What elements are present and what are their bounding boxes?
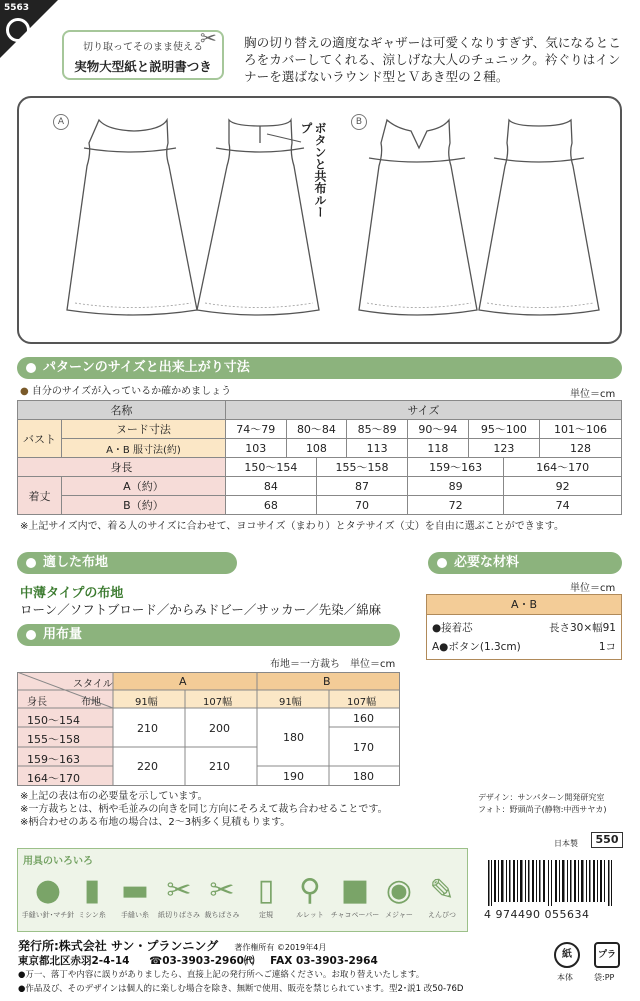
width-header: 91幅 [279, 697, 302, 708]
garment-value: 123 [468, 439, 539, 458]
tool-label: 紙切りばさみ [158, 911, 200, 919]
materials-section-title: 必要な材料 [454, 555, 520, 570]
yardage-value: 180 [283, 731, 304, 744]
size-unit: 単位＝cm [570, 389, 616, 400]
fabric-section-header [17, 552, 237, 574]
barcode-bars [484, 860, 624, 906]
materials-row [427, 635, 621, 654]
tool-label: えんぴつ [428, 911, 456, 919]
length-a-value: 84 [225, 477, 316, 496]
footer-note2: ●作品及び、そのデザインは個人的に楽しむ場合を除き、無断で使用、販売を禁じられています。型2･説1 改50-76D [18, 984, 464, 994]
copyright: 著作権所有 ©2019年4月 [234, 943, 327, 952]
thread-spool-icon: ▮ [83, 873, 101, 908]
yardage-section-header [17, 624, 400, 646]
length-b-value: 74 [504, 496, 622, 515]
tracing-wheel-icon: ⚲ [299, 873, 321, 908]
label-b: B [351, 114, 367, 130]
tunic-a-front [67, 120, 197, 315]
address: 東京都北区赤羽2-4-14 [18, 955, 130, 967]
length-a-label: A（約） [62, 477, 226, 496]
nude-label: ヌード寸法 [62, 420, 226, 439]
fabric-list: ローン／ソフトブロード／からみドビー／サッカー／先染／綿麻 [20, 602, 382, 617]
width-header: 107幅 [203, 697, 233, 708]
height-value: 164〜170 [504, 458, 622, 477]
footer-note1: ●万一、落丁や内容に誤りがありましたら、直接上記の発行所へご連絡ください。お取り替えいたします。 [18, 970, 425, 980]
garment-value: 128 [540, 439, 622, 458]
height-value: 155〜158 [316, 458, 407, 477]
length-a-value: 87 [316, 477, 407, 496]
product-code: 5563 [4, 3, 30, 13]
publisher: 発行所:株式会社 サン・プランニング [18, 939, 219, 953]
materials-section-header [428, 552, 622, 574]
nude-value: 85〜89 [347, 420, 408, 439]
style-label: スタイル [73, 679, 113, 690]
height-label: 身長 [18, 458, 226, 477]
tool-label: チャコペーパー [330, 911, 380, 919]
length-b-value: 68 [225, 496, 316, 515]
yardage-height-label: 身長 [27, 697, 47, 708]
material-name: ●接着芯 [432, 622, 473, 634]
badge-line2: 実物大型紙と説明書つき [74, 59, 212, 74]
yardage-table [17, 672, 400, 786]
label-a: A [53, 114, 69, 130]
length-b-value: 70 [316, 496, 407, 515]
materials-header: A・B [427, 595, 621, 615]
nude-value: 95〜100 [468, 420, 539, 439]
fabric-section-title: 適した布地 [43, 555, 109, 570]
yardage-value: 210 [209, 760, 230, 773]
length-a-value: 92 [504, 477, 622, 496]
garment-value: 118 [407, 439, 468, 458]
yardage-note-line: ※上記の表は布の必要量を示しています。 [20, 791, 208, 802]
yardage-note: 布地＝一方裁ち 単位＝cm [270, 659, 396, 670]
col-size: サイズ [225, 401, 621, 420]
plastic-recycle-icon: プラ [594, 942, 620, 968]
material-value: 長さ30×幅91 [548, 622, 616, 634]
width-header: 107幅 [347, 697, 377, 708]
size-table [17, 400, 622, 515]
yardage-value: 220 [137, 760, 158, 773]
style-a: A [179, 675, 187, 688]
height-value: 150〜154 [225, 458, 316, 477]
length-b-label: B（約） [62, 496, 226, 515]
tool-label: 裁ちばさみ [204, 911, 240, 919]
materials-row [427, 615, 621, 635]
tools-title: 用具のいろいろ [23, 856, 93, 867]
yardage-value: 170 [353, 741, 374, 754]
tool-label: 定規 [259, 911, 273, 919]
yardage-value: 190 [283, 770, 304, 783]
nude-value: 80〜84 [286, 420, 347, 439]
paper-scissors-icon: ✂ [166, 873, 192, 908]
made-in: 日本製 [554, 839, 578, 848]
fabric-scissors-icon: ✂ [209, 873, 235, 908]
tape-measure-icon: ◉ [385, 873, 413, 908]
button-loop-callout: ボタンと共布ループ [299, 122, 327, 218]
yardage-value: 160 [353, 712, 374, 725]
tool-label: ルレット [296, 911, 324, 919]
pencil-icon: ✎ [429, 873, 455, 908]
size-note: ● 自分のサイズが入っているか確かめましょう [20, 386, 232, 397]
credits [478, 792, 607, 816]
footer-address-row [18, 953, 558, 968]
size-note-text: 自分のサイズが入っているか確かめましょう [31, 386, 232, 397]
yardage-height: 150〜154 [27, 714, 80, 727]
yardage-height: 159〜163 [27, 753, 80, 766]
length-a-value: 89 [407, 477, 503, 496]
materials-unit: 単位＝cm [570, 583, 616, 594]
col-name: 名称 [18, 401, 226, 420]
yardage-value: 200 [209, 722, 230, 735]
width-header: 91幅 [135, 697, 158, 708]
paper-recycle-icon: 紙 [554, 942, 580, 968]
badge-line1: 切り取ってそのまま使える [83, 42, 203, 53]
pincushion-icon: ● [34, 873, 62, 908]
tool-label: ミシン糸 [78, 911, 106, 919]
bust-label: バスト [18, 420, 62, 458]
intro-text: 胸の切り替えの適度なギャザーは可愛くなりすぎず、気になるところをカバーしてくれる、涼しげな大人のチュニック。衿ぐりはインナーを選ばないラウンド型とＶあき型の２種。 [244, 35, 621, 84]
ruler-icon: ▯ [257, 873, 275, 908]
material-value: 1コ [598, 641, 616, 653]
material-name: A●ボタン(1.3cm) [432, 641, 521, 653]
yardage-section-title: 用布量 [43, 627, 83, 642]
size-section-title: パターンのサイズと出来上がり寸法 [43, 360, 250, 375]
barcode [484, 860, 624, 920]
yardage-value: 180 [353, 770, 374, 783]
footer-publisher-row [18, 937, 558, 954]
tool-label: 手縫い糸 [121, 911, 149, 919]
style-b: B [323, 675, 331, 688]
barcode-number: 4 974490 055634 [484, 908, 590, 921]
garment-label: A・B 服寸法(約) [62, 439, 226, 458]
chalk-paper-icon: ■ [340, 873, 370, 908]
yardage-width-label: 布地 [81, 697, 101, 708]
fabric-subtitle: 中薄タイプの布地 [20, 586, 124, 601]
logo-circle-icon [6, 18, 30, 42]
nude-value: 74〜79 [225, 420, 286, 439]
height-value: 159〜163 [407, 458, 503, 477]
yardage-notes [20, 790, 388, 829]
phone: ☎03-3903-2960㈹ [149, 955, 255, 967]
fax: FAX 03-3903-2964 [270, 955, 378, 967]
recycle-label-bag: 袋:PP [594, 973, 615, 982]
garment-value: 113 [347, 439, 408, 458]
recycle-label-body: 本体 [557, 973, 573, 982]
tool-item [420, 872, 464, 920]
size-footnote: ※上記サイズ内で、着る人のサイズに合わせて、ヨコサイズ（まわり）とタテサイズ（丈）を自由に選ぶことができます。 [20, 521, 564, 532]
materials-box [426, 594, 622, 660]
hand-thread-icon: ▬ [120, 873, 150, 908]
scissors-icon: ✂ [200, 26, 217, 50]
length-label: 着丈 [18, 477, 62, 515]
yardage-value: 210 [137, 722, 158, 735]
nude-value: 101〜106 [540, 420, 622, 439]
yardage-note-line: ※一方裁ちとは、柄や毛並みの向きを同じ方向にそろえて裁ち合わせることです。 [20, 804, 388, 815]
garment-value: 108 [286, 439, 347, 458]
yardage-height: 155〜158 [27, 733, 80, 746]
yardage-height: 164〜170 [27, 772, 80, 785]
design-credit: デザイン：サンパターン開発研究室 [478, 793, 605, 802]
length-b-value: 72 [407, 496, 503, 515]
tool-label: メジャー [385, 911, 413, 919]
nude-value: 90〜94 [407, 420, 468, 439]
price-box: 550 [591, 832, 623, 848]
garment-value: 103 [225, 439, 286, 458]
tool-label: 手縫い針･マチ針 [21, 911, 75, 919]
tool-item [288, 872, 332, 920]
yardage-note-line: ※柄合わせのある布地の場合は、2〜3柄多く見積もります。 [20, 817, 291, 828]
photo-credit: フォト：野頭尚子(静物:中西サヤカ) [478, 805, 607, 814]
size-section-header [17, 357, 622, 379]
illustration-box [17, 96, 622, 344]
tunic-b-front [359, 120, 477, 315]
tunic-b-back [479, 120, 599, 315]
